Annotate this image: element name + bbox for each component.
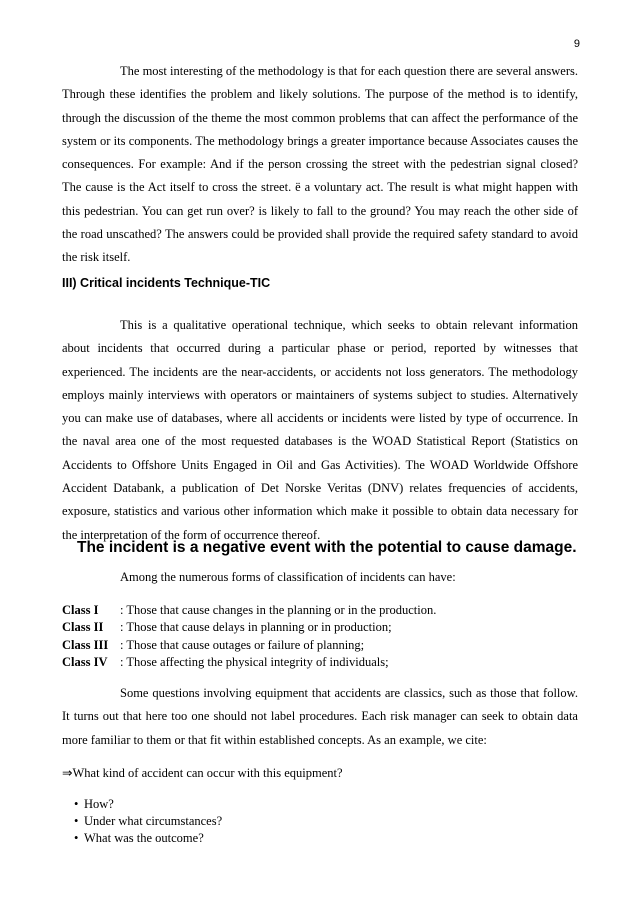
class-row [62,620,436,637]
list-item-text: How? [84,797,114,811]
paragraph-tic [62,314,578,547]
paragraph-methodology [62,60,578,270]
class-row [62,603,436,620]
section-heading-tic: III) Critical incidents Technique-TIC [62,276,271,290]
list-item [74,831,222,848]
class-description: : Those that cause changes in the planning or in the production. [120,603,437,617]
list-item-text: What was the outcome? [84,831,204,845]
class-name: Class II [62,620,104,635]
class-name: Class IV [62,654,108,669]
classes-intro: Among the numerous forms of classification of incidents can have: [120,570,456,584]
class-description: : Those that cause delays in planning or in production; [120,620,392,635]
bullet-icon: • [74,797,79,811]
bullet-icon: • [74,831,79,845]
paragraph-text: This is a qualitative operational technique, which seeks to obtain relevant information about incidents that occurred during a particular phase or period, reported by witnesses that experienced. The incidents are the near-accidents, or accidents not loss generators. The methodology employs mainly interviews with operators or maintainers of systems subject to studies. Alternatively you can make use of databases, where all accidents or incidents were listed by type of occurrence. In the naval area one of the most requested databases is the WOAD Statistical Report (Statistics on Accidents to Offshore Units Engaged in Oil and Gas Activities). The WOAD Worldwide Offshore Accident Databank, a publication of Det Norske Veritas (DNV) relates frequencies of accidents, exposure, statistics and various other information which make it possible to obtain data necessary for the interpretation of the form of occurrence thereof. [62,318,578,542]
bullet-list [74,797,222,848]
arrow-question [62,765,343,781]
incident-heading: The incident is a negative event with the potential to cause damage. [77,539,577,556]
arrow-question-text: What kind of accident can occur with this equipment? [72,766,343,780]
class-list [62,603,436,672]
class-name: Class I [62,603,99,617]
paragraph-equipment [62,682,578,752]
class-description: : Those affecting the physical integrity of individuals; [120,654,389,669]
class-description: : Those that cause outages or failure of planning; [120,637,365,652]
bullet-icon: • [74,814,79,828]
list-item-text: Under what circumstances? [84,814,223,828]
class-name: Class III [62,637,109,652]
class-row [62,638,436,655]
paragraph-text: The most interesting of the methodology is that for each question there are several answers. Through these identifies the problem and likely solutions. The purpose of the method is to identify, through the discussion of the theme the most common problems that can affect the performance of the system or its components. The methodology brings a greater importance because Associates causes the consequences. For example: And if the person crossing the street with the pedestrian signal closed? The cause is the Act itself to cross the street. ë a voluntary act. The result is what might happen with this pedestrian. You can get run over? is likely to fall to the ground? You may reach the other side of the road unscathed? The answers could be provided shall provide the required safety standard to avoid the risk itself. [62,64,578,265]
list-item [74,814,222,831]
arrow-icon: ⇒ [62,766,73,780]
list-item [74,797,222,814]
page-number: 9 [573,38,580,50]
paragraph-text: Some questions involving equipment that accidents are classics, such as those that follow. It turns out that here too one should not label procedures. Each risk manager can seek to obtain data more familiar to them or that fit within established concepts. As an example, we cite: [62,686,578,747]
class-row [62,655,436,672]
